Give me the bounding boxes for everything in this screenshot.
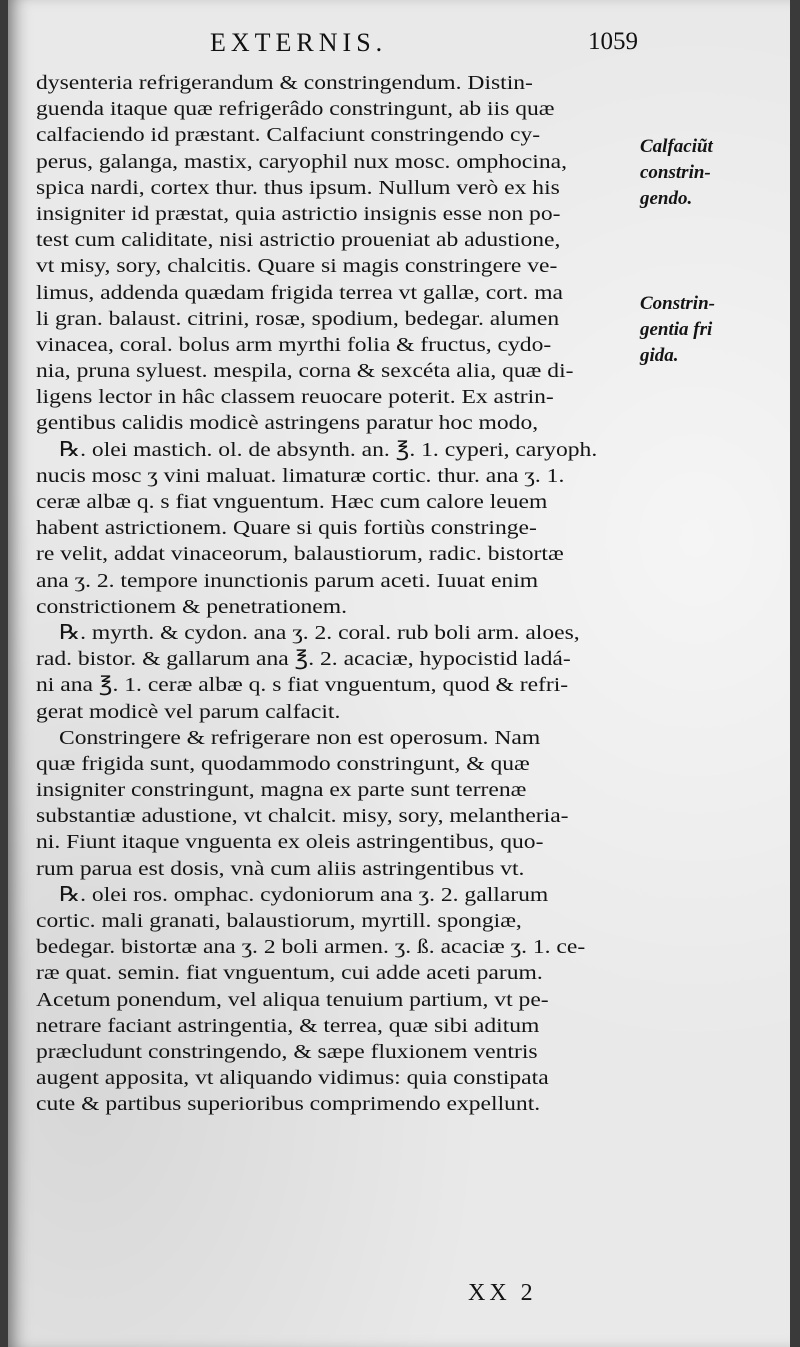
margin-note-line: gida.: [640, 344, 679, 366]
text-line: li gran. balaust. citrini, rosæ, spodium, bedegar. alumen: [36, 307, 560, 330]
text-line: quæ frigida sunt, quodammodo constringunt, & quæ: [36, 752, 530, 775]
margin-note-line: gendo.: [640, 188, 693, 210]
book-page: [8, 0, 790, 1347]
page-number: 1059: [588, 28, 638, 55]
text-line: spica nardi, cortex thur. thus ipsum. Nullum verò ex his: [36, 176, 560, 199]
text-line: ni. Fiunt itaque vnguenta ex oleis astringentibus, quo-: [36, 831, 544, 854]
text-line: ni ana ℥. 1. ceræ albæ q. s fiat vnguentum, quod & refri-: [36, 674, 569, 697]
text-line: præcludunt constringendo, & sæpe fluxionem ventris: [36, 1040, 538, 1063]
text-line: vt misy, sory, chalcitis. Quare si magis constringere ve-: [36, 255, 558, 278]
page-header: [168, 28, 648, 68]
text-line: nucis mosc ʒ vini maluat. limaturæ cortic. thur. ana ʒ. 1.: [36, 464, 565, 487]
margin-note-line: Constrin-: [640, 292, 715, 314]
text-line: ligens lector in hâc classem reuocare poterit. Ex astrin-: [36, 386, 554, 409]
text-line: habent astrictionem. Quare si quis fortiùs constringe-: [36, 517, 537, 540]
text-line: nia, pruna syluest. mespila, corna & sexcéta alia, quæ di-: [36, 360, 574, 383]
text-line: rad. bistor. & gallarum ana ℥. 2. acaciæ, hypocistid ladá-: [36, 648, 571, 671]
text-line: perus, galanga, mastix, caryophil nux mosc. omphocina,: [36, 150, 567, 173]
text-line: ræ quat. semin. fiat vnguentum, cui adde aceti parum.: [36, 962, 543, 985]
signature-mark: XX 2: [468, 1280, 537, 1306]
running-head: EXTERNIS.: [210, 28, 388, 57]
text-line: rum parua est dosis, vnà cum aliis astringentibus vt.: [36, 857, 525, 880]
text-line: ana ʒ. 2. tempore inunctionis parum aceti. Iuuat enim: [36, 569, 539, 592]
text-line: ceræ albæ q. s fiat vnguentum. Hæc cum calore leuem: [36, 491, 548, 513]
text-line: netrare faciant astringentia, & terrea, quæ sibi aditum: [36, 1014, 540, 1037]
text-line: bedegar. bistortæ ana ʒ. 2 boli armen. ʒ. ß. acaciæ ʒ. 1. ce-: [36, 936, 586, 959]
text-line: augent apposita, vt aliquando vidimus: quia constipata: [36, 1067, 549, 1090]
text-line: cortic. mali granati, balaustiorum, myrtill. spongiæ,: [36, 910, 522, 932]
recipe-line: ℞. olei ros. omphac. cydoniorum ana ʒ. 2. gallarum: [59, 883, 549, 906]
marginal-notes: [640, 134, 790, 369]
text-line: substantiæ adustione, vt chalcit. misy, sory, melantheria-: [36, 805, 569, 828]
text-line: test cum caliditate, nisi astrictio proueniat ab adustione,: [36, 229, 561, 252]
text-line: vinacea, coral. bolus arm myrthi folia & fructus, cydo-: [36, 333, 552, 356]
text-line: constrictionem & penetrationem.: [36, 595, 347, 618]
text-line: guenda itaque quæ refrigerâdo constringunt, ab iis quæ: [36, 98, 555, 121]
text-line: gerat modicè vel parum calfacit.: [36, 700, 341, 723]
body-text: [36, 70, 641, 1118]
recipe-line: ℞. olei mastich. ol. de absynth. an. ℥. 1. cyperi, caryoph.: [59, 438, 598, 461]
text-line: limus, addenda quædam frigida terrea vt gallæ, cort. ma: [36, 281, 564, 304]
recipe-line: ℞. myrth. & cydon. ana ʒ. 2. coral. rub boli arm. aloes,: [59, 621, 580, 644]
margin-note-line: constrin-: [640, 162, 711, 184]
text-line: insigniter id præstat, quia astrictio insignis esse non po-: [36, 202, 561, 225]
margin-note-line: Calfaciũt: [640, 136, 713, 157]
text-line: dysenteria refrigerandum & constringendum. Distin-: [36, 72, 533, 94]
text-line: gentibus calidis modicè astringens paratur hoc modo,: [36, 412, 539, 435]
paragraph-start-line: Constringere & refrigerare non est operosum. Nam: [59, 726, 541, 749]
text-line: insigniter constringunt, magna ex parte sunt terrenæ: [36, 779, 527, 802]
text-line: calfaciendo id præstant. Calfaciunt constringendo cy-: [36, 124, 541, 147]
text-line: Acetum ponendum, vel aliqua tenuium partium, vt pe-: [36, 988, 549, 1011]
text-line: cute & partibus superioribus comprimendo expellunt.: [36, 1093, 541, 1116]
margin-note-line: gentia fri: [640, 318, 713, 340]
text-line: re velit, addat vinaceorum, balaustiorum, radic. bistortæ: [36, 543, 564, 566]
